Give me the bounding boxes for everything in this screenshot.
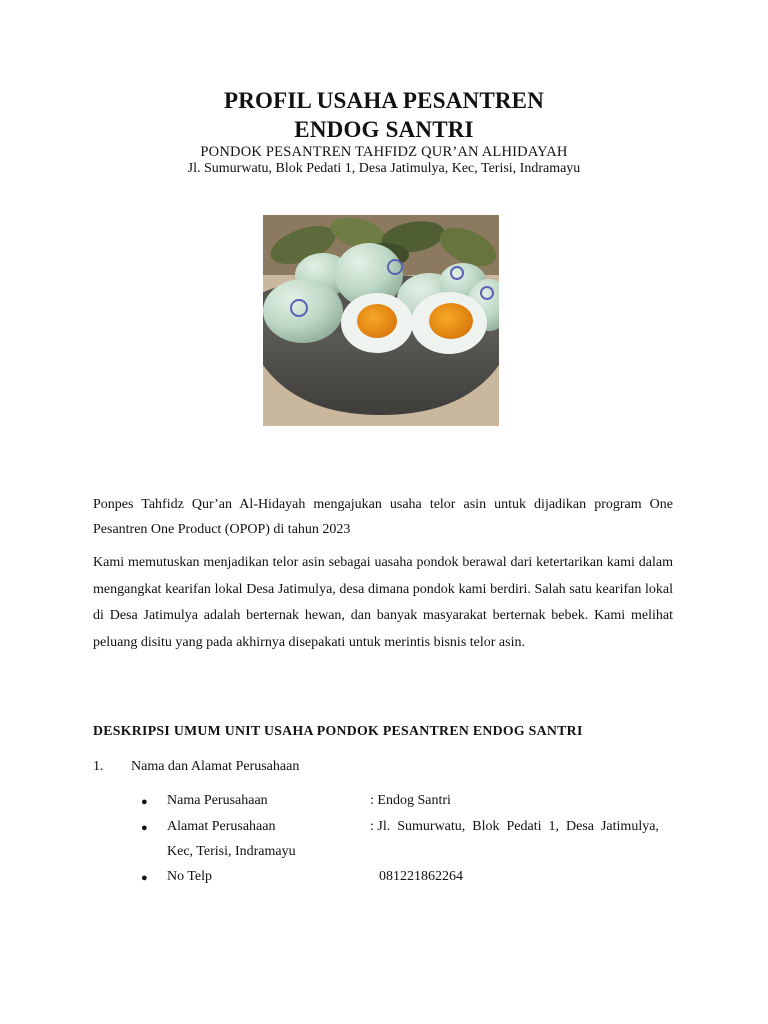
company-address-label: Alamat Perusahaan — [167, 819, 276, 834]
bullet-icon: ● — [141, 822, 148, 834]
bullet-icon: ● — [141, 796, 148, 808]
phone-label: No Telp — [167, 869, 213, 884]
section-heading: DESKRIPSI UMUM UNIT USAHA PONDOK PESANTREN ENDOG SANTRI — [93, 723, 583, 738]
institution-name: PONDOK PESANTREN TAHFIDZ QUR’AN ALHIDAYAH — [200, 144, 568, 160]
list-number: 1. — [93, 759, 104, 774]
document-title: PROFIL USAHA PESANTREN — [223, 88, 545, 113]
intro-paragraph: Ponpes Tahfidz Qur’an Al-Hidayah mengajukan usaha telor asin untuk dijadikan program One Pesantren One Product (OPOP) di tahun 2023 — [93, 497, 673, 537]
bullet-icon: ● — [141, 872, 148, 884]
background-paragraph: Kami memutuskan menjadikan telor asin sebagai uasaha pondok berawal dari ketertarikan kami dalam mengangkat kearifan lokal Desa Jatimulya, desa dimana pondok kami berdiri. Salah satu kearifan lokal di Desa Jatimulya adalah berternak hewan, dan banyak masyarakat berternak bebek. Kami melihat peluang disitu yang pada akhirnya disepakati untuk merintis bisnis telor asin. — [93, 555, 673, 650]
phone-value: 081221862264 — [379, 869, 463, 884]
company-address-value-cont: Kec, Terisi, Indramayu — [167, 844, 296, 859]
list-item-title: Nama dan Alamat Perusahaan — [131, 759, 300, 774]
company-name-label: Nama Perusahaan — [167, 793, 268, 808]
company-name-value: : Endog Santri — [370, 793, 451, 808]
company-address-value: : Jl. Sumurwatu, Blok Pedati 1, Desa Jatimulya, — [370, 819, 659, 834]
institution-address: Jl. Sumurwatu, Blok Pedati 1, Desa Jatimulya, Kec, Terisi, Indramayu — [187, 161, 581, 176]
salted-eggs-photo — [263, 215, 499, 426]
document-title-line2: ENDOG SANTRI — [294, 117, 474, 142]
